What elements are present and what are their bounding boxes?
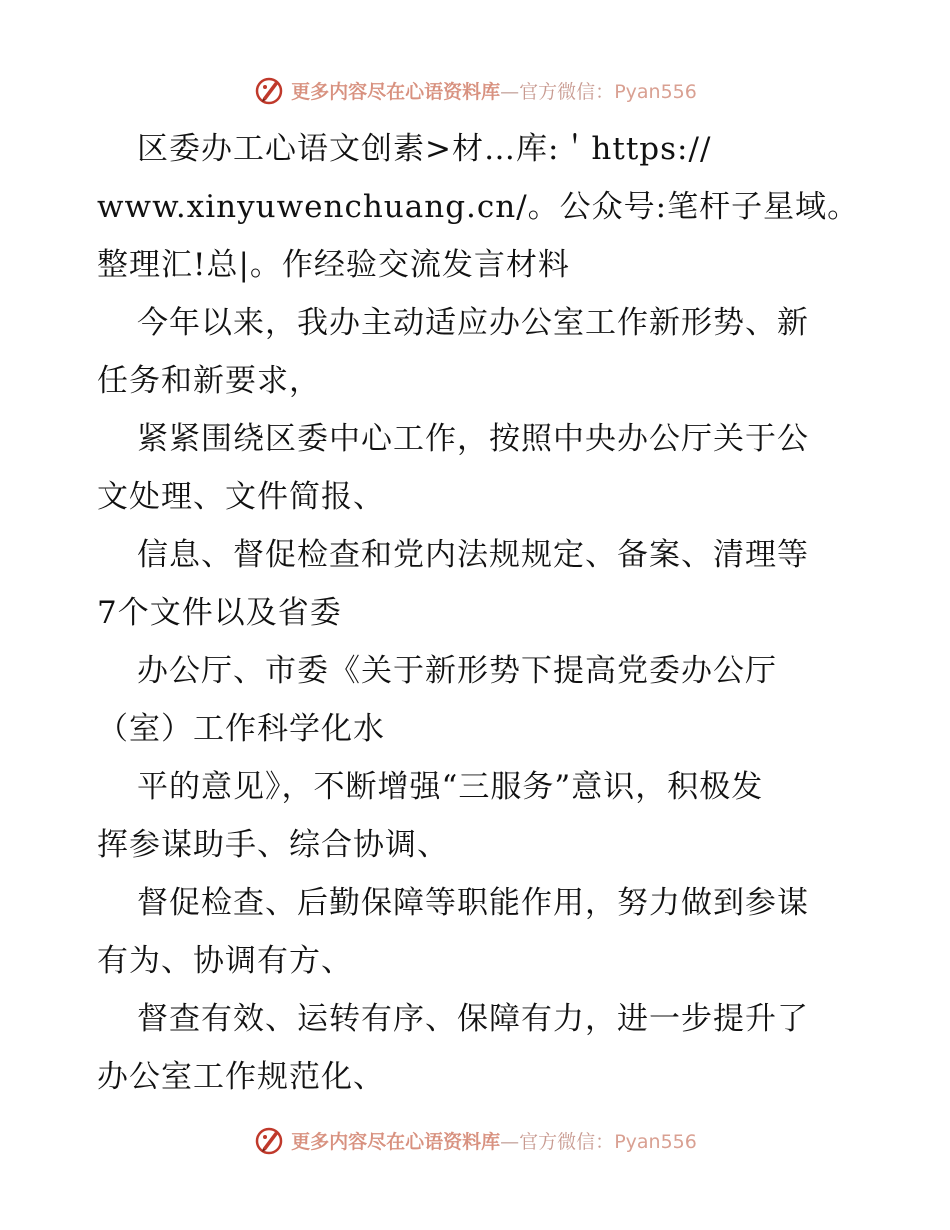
text-line: 督查有效、运转有序、保障有力，进一步提升了	[137, 1001, 809, 1037]
banner-slogan: 更多内容尽在心语资料库	[291, 80, 501, 103]
text-line: 办公室工作规范化、	[97, 1059, 385, 1095]
banner-separator: —	[500, 80, 520, 103]
text-line: 文处理、文件简报、	[97, 479, 385, 515]
footer-banner	[0, 1122, 950, 1158]
text-line: www.xinyuwenchuang.cn/。公众号:笔杆子星域。	[97, 189, 860, 225]
text-line: 有为、协调有方、	[97, 943, 353, 979]
banner-wechat-id: Pyan556	[614, 1130, 697, 1153]
text-line: 信息、督促检查和党内法规规定、备案、清理等	[137, 537, 809, 573]
text-line: （室）工作科学化水	[97, 711, 385, 747]
banner-wechat-id: Pyan556	[614, 80, 697, 103]
banner-official-label: 官方微信：	[519, 80, 615, 103]
text-line: 今年以来，我办主动适应办公室工作新形势、新	[137, 305, 809, 341]
banner-slogan: 更多内容尽在心语资料库	[291, 1130, 501, 1153]
text-line: 挥参谋助手、综合协调、	[97, 827, 449, 863]
text-line: 区委办工心语文创素>材…库:＇https://	[137, 131, 712, 167]
banner-separator: —	[500, 1130, 520, 1153]
text-line: 紧紧围绕区委中心工作，按照中央办公厅关于公	[137, 421, 809, 457]
header-banner	[0, 72, 950, 108]
text-line: 办公厅、市委《关于新形势下提高党委办公厅	[137, 653, 777, 689]
text-line: 整理汇!总|。作经验交流发言材料	[97, 247, 570, 283]
text-line: 任务和新要求，	[97, 363, 321, 399]
text-line: 督促检查、后勤保障等职能作用，努力做到参谋	[137, 885, 809, 921]
text-line: 平的意见》，不断增强“三服务”意识，积极发	[137, 769, 764, 805]
text-line: 7个文件以及省委	[97, 595, 342, 631]
banner-text	[291, 77, 697, 104]
pen-logo-icon	[253, 74, 285, 106]
pen-logo-icon	[253, 1124, 285, 1156]
banner-text	[291, 1127, 697, 1154]
banner-official-label: 官方微信：	[519, 1130, 615, 1153]
document-body	[97, 120, 867, 1106]
